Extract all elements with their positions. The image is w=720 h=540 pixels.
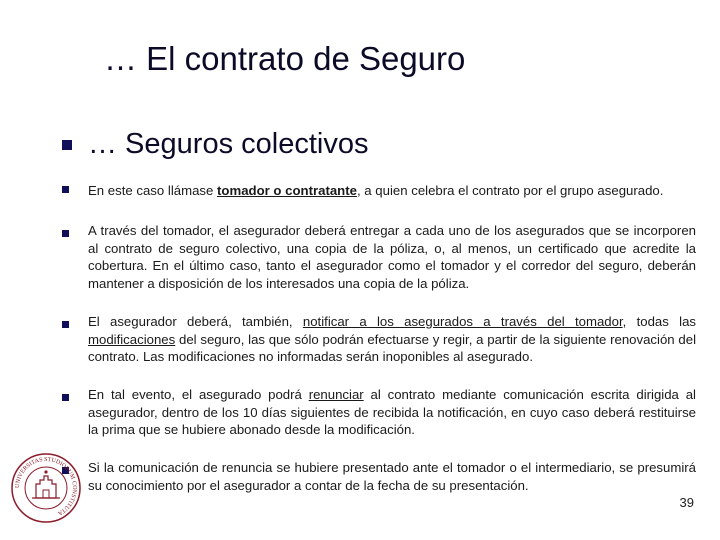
seal-text: UNIVERSITAS STUDIORUM CONSTITUTA (14, 456, 78, 516)
square-bullet-icon (62, 394, 69, 401)
term-notificar: notificar a los asegurados a través del tomador (302, 314, 623, 329)
term-modificaciones: modificaciones (88, 331, 176, 347)
paragraph-certificado: A través del tomador, el asegurador deberá entregar a cada uno de los asegurados que se incorporen al contrato de seguro colectivo, una copia de la póliza, o, al menos, un certificado que acredite la cobertura. En el último caso, tanto el asegurador como el tomador y el corredor del seguro, deberán mantener a disposición de los interesados una copia de la póliza. (88, 223, 696, 291)
paragraph-tomador (88, 182, 696, 200)
page-number: 39 (679, 495, 694, 510)
slide-title: … El contrato de Seguro (104, 40, 466, 77)
section-subtitle: … Seguros colectivos (88, 128, 369, 160)
paragraph-renuncia (88, 386, 696, 439)
text-run: al contrato mediante comunicación escrita dirigida al asegurador, dentro de los 10 días siguientes de recibida la notificación, en cuyo caso deberá restituirse la prima que se hubiere abonado desde la modificación. (88, 387, 696, 438)
text-run: El asegurador deberá, también, (88, 314, 303, 329)
text-run: En tal evento, el asegurado podrá (88, 387, 309, 402)
paragraph-modificaciones (88, 313, 696, 366)
square-bullet-icon (62, 230, 69, 237)
paragraph-presuncion: Si la comunicación de renuncia se hubiere presentado ante el tomador o el intermediario, se presumirá su conocimiento por el asegurador a contar de la fecha de su presentación. (88, 460, 696, 493)
university-seal-icon (10, 452, 82, 524)
text-run: del seguro, las que sólo podrán efectuarse y regir, a partir de la siguiente renovación del contrato. Las modificaciones no informadas serán inoponibles al asegurado. (88, 331, 696, 365)
square-bullet-icon (62, 140, 72, 150)
square-bullet-icon (62, 321, 69, 328)
svg-text:UNIVERSITAS STUDIORUM CONSTITU (15, 457, 77, 516)
text-run: , todas las (622, 314, 697, 329)
term-renunciar: renunciar (308, 387, 364, 402)
text-run: , a quien celebra el contrato por el grupo asegurado. (356, 183, 664, 198)
square-bullet-icon (62, 186, 69, 193)
text-run: En este caso llámase (88, 183, 218, 198)
term-tomador: tomador o contratante (217, 183, 357, 198)
